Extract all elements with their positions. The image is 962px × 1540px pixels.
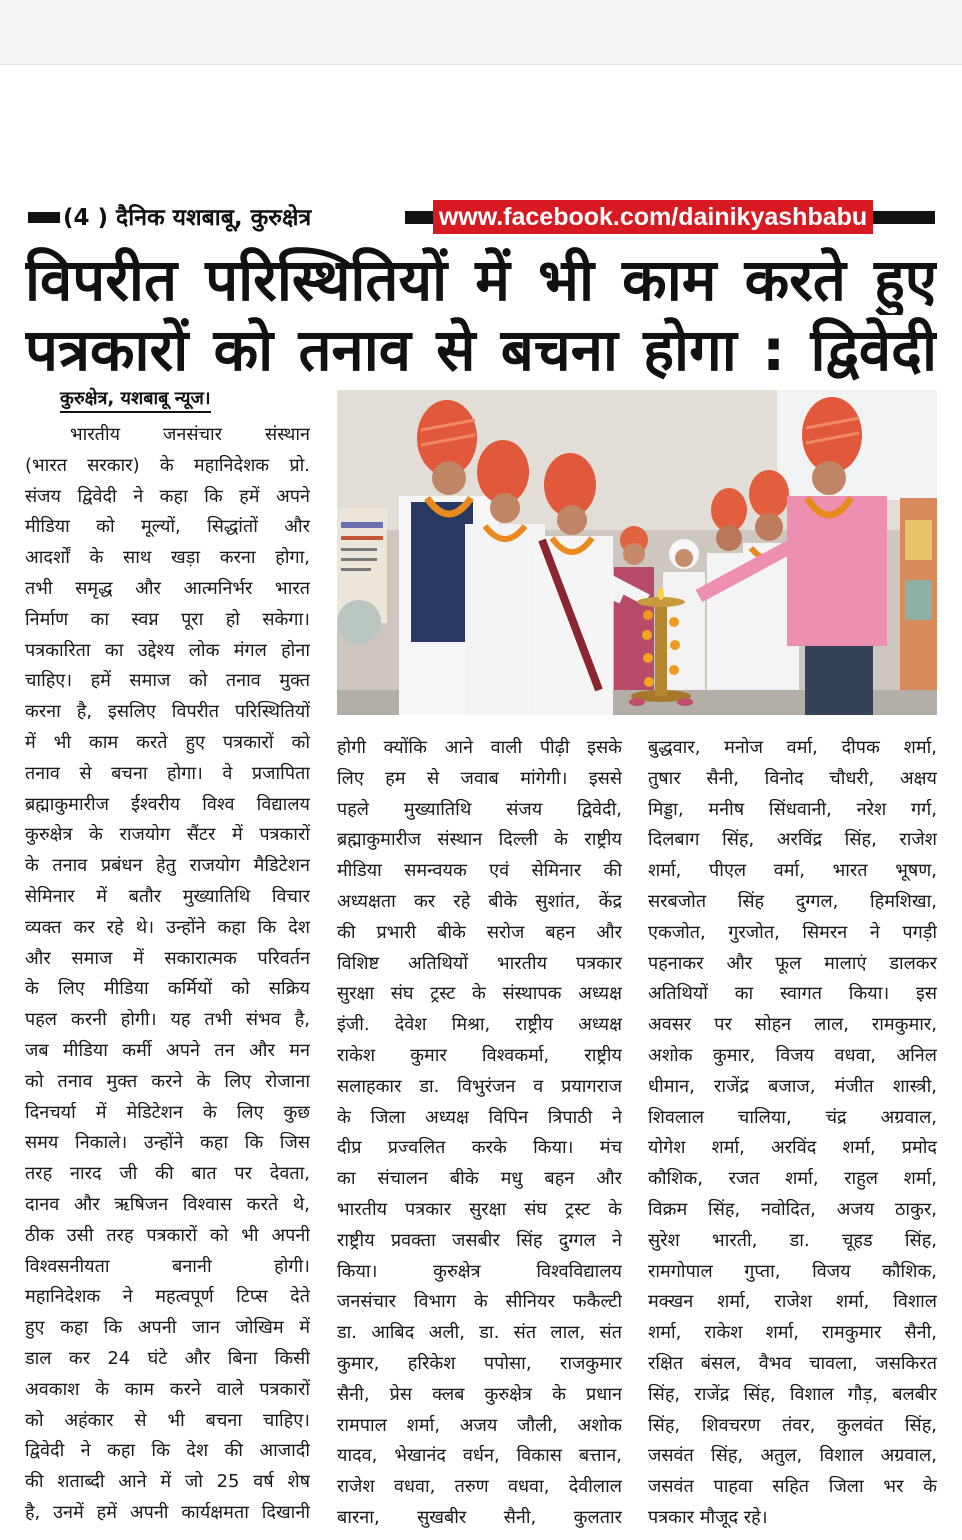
text-line: जब मीडिया कर्मी अपने तन और मन bbox=[25, 1039, 310, 1061]
byline: कुरुक्षेत्र, यशबाबू न्यूज। bbox=[60, 387, 211, 413]
text-line: मीडिया को मूल्यों, सिद्धांतों और bbox=[25, 516, 310, 538]
text-line: संजय द्विवेदी ने कहा कि हमें अपने bbox=[25, 485, 310, 507]
text-line: अवकाश के काम करने वाले पत्रकारों bbox=[25, 1378, 310, 1400]
text-line: मीडिया समन्वयक एवं सेमिनार की bbox=[337, 860, 622, 882]
text-line: रामपाल शर्मा, अजय जौली, अशोक bbox=[337, 1414, 622, 1436]
event-photo bbox=[337, 390, 937, 715]
text-line: रामगोपाल गुप्ता, विजय कौशिक, bbox=[648, 1260, 937, 1282]
text-line: विश्वसनीयता बनानी होगी। bbox=[25, 1255, 310, 1277]
text-line: जसवंत सिंह, अतुल, विशाल अग्रवाल, bbox=[648, 1445, 937, 1467]
text-line: दीप्र प्रज्वलित करके किया। मंच bbox=[337, 1137, 622, 1159]
text-line: ब्रह्माकुमारीज संस्थान दिल्ली के राष्ट्रीय bbox=[337, 829, 622, 851]
text-line: की शताब्दी आने में जो 25 वर्ष शेष bbox=[25, 1471, 310, 1493]
text-line: ब्रह्माकुमारीज ईश्वरीय विश्व विद्यालय bbox=[25, 793, 310, 815]
text-line: तुषार सैनी, विनोद चौधरी, अक्षय bbox=[648, 767, 937, 789]
headline-line-2: पत्रकारों को तनाव से बचना होगा : द्विवेदी bbox=[25, 316, 937, 384]
text-line: राजेश वधवा, तरुण वधवा, देवीलाल bbox=[337, 1476, 622, 1498]
text-line: की प्रभारी बीके सरोज बहन और bbox=[337, 921, 622, 943]
text-line: के जिला अध्यक्ष विपिन त्रिपाठी ने bbox=[337, 1106, 622, 1128]
text-line: और समाज में सकारात्मक परिवर्तन bbox=[25, 947, 310, 969]
text-line: को अहंकार से भी बचना चाहिए। bbox=[25, 1409, 310, 1431]
text-line: तनाव से बचना होगा। वे प्रजापिता bbox=[25, 762, 310, 784]
text-line: अतिथियों का स्वागत किया। इस bbox=[648, 983, 937, 1005]
text-line: एकजोत, गुरजोत, सिमरन ने पगड़ी bbox=[648, 921, 937, 943]
text-line: सैनी, प्रेस क्लब कुरुक्षेत्र के प्रधान bbox=[337, 1383, 622, 1405]
text-line: का संचालन बीके मधु बहन और bbox=[337, 1168, 622, 1190]
text-line: पत्रकारिता का उद्देश्य लोक मंगल होना bbox=[25, 639, 310, 661]
text-line: मक्खन शर्मा, राजेश शर्मा, विशाल bbox=[648, 1291, 937, 1313]
text-line: सिंह, शिवचरण तंवर, कुलवंत सिंह, bbox=[648, 1414, 937, 1436]
text-line: तभी समृद्ध और आत्मनिर्भर भारत bbox=[25, 577, 310, 599]
text-column-middle bbox=[337, 733, 622, 1534]
text-line: लिए हम से जवाब मांगेगी। इससे bbox=[337, 767, 622, 789]
text-line: समय निकाले। उन्होंने कहा कि जिस bbox=[25, 1132, 310, 1154]
text-line: दिलबाग सिंह, अरविंद्र सिंह, राजेश bbox=[648, 829, 937, 851]
text-line: अध्यक्षता कर रहे बीके सुशांत, केंद्र bbox=[337, 890, 622, 912]
text-line: इंजी. देवेश मिश्रा, राष्ट्रीय अध्यक्ष bbox=[337, 1014, 622, 1036]
header-dash bbox=[28, 212, 60, 223]
facebook-url-banner: www.facebook.com/dainikyashbabu bbox=[433, 200, 873, 234]
text-column-left bbox=[25, 420, 310, 1529]
text-line: सुरक्षा संघ ट्रस्ट के संस्थापक अध्यक्ष bbox=[337, 983, 622, 1005]
text-line: विक्रम सिंह, नवोदित, अजय ठाकुर, bbox=[648, 1198, 937, 1220]
text-line: पत्रकार मौजूद रहे। bbox=[648, 1506, 768, 1528]
text-line: जसवंत पाहवा सहित जिला भर के bbox=[648, 1476, 937, 1498]
page-label: (4 ) दैनिक यशबाबू, कुरुक्षेत्र bbox=[63, 205, 312, 231]
text-line: में भी काम करते हुए पत्रकारों को bbox=[25, 731, 310, 753]
text-line: डा. आबिद अली, डा. संत लाल, संत bbox=[337, 1322, 622, 1344]
text-line: के तनाव प्रबंधन हेतु राजयोग मैडिटेशन bbox=[25, 855, 310, 877]
text-line: रक्षित बंसल, वैभव चावला, जसकिरत bbox=[648, 1352, 937, 1374]
text-line: यादव, भेखानंद वर्धन, विकास बत्तान, bbox=[337, 1445, 622, 1467]
text-line: धीमान, राजेंद्र बजाज, मंजीत शास्त्री, bbox=[648, 1075, 937, 1097]
text-line: जनसंचार विभाग के सीनियर फकैल्टी bbox=[337, 1291, 622, 1313]
text-line: दानव और ऋषिजन विश्वास करते थे, bbox=[25, 1193, 310, 1215]
text-line: कौशिक, रजत शर्मा, राहुल शर्मा, bbox=[648, 1168, 937, 1190]
text-line: शिवलाल चालिया, चंद्र अग्रवाल, bbox=[648, 1106, 937, 1128]
text-line: राष्ट्रीय प्रवक्ता जसबीर सिंह दुग्गल ने bbox=[337, 1229, 622, 1251]
text-line: विशिष्ट अतिथियों भारतीय पत्रकार bbox=[337, 952, 622, 974]
text-line: सलाहकार डा. विभुरंजन व प्रयागराज bbox=[337, 1075, 622, 1097]
text-line: किया। कुरुक्षेत्र विश्वविद्यालय bbox=[337, 1260, 622, 1282]
text-line: के लिए मीडिया कर्मियों को सक्रिय bbox=[25, 978, 310, 1000]
top-band bbox=[0, 0, 962, 65]
text-line: हुए कहा कि अपनी जान जोखिम में bbox=[25, 1317, 310, 1339]
text-line: होगी क्योंकि आने वाली पीढ़ी इसके bbox=[337, 737, 622, 758]
text-line: पहल करनी होगी। यह तभी संभव है, bbox=[25, 1009, 310, 1031]
text-line: द्विवेदी ने कहा कि देश की आजादी bbox=[25, 1440, 310, 1462]
text-line: निर्माण का स्वप्न पूरा हो सकेगा। bbox=[25, 608, 310, 630]
text-line: करना है, इसलिए विपरीत परिस्थितियों bbox=[25, 701, 310, 723]
text-line: शर्मा, राकेश शर्मा, रामकुमार सैनी, bbox=[648, 1322, 937, 1344]
text-line: अवसर पर सोहन लाल, रामकुमार, bbox=[648, 1014, 937, 1036]
text-line: योगेश शर्मा, अरविंद शर्मा, प्रमोद bbox=[648, 1137, 937, 1159]
text-line: व्यक्त कर रहे थे। उन्होंने कहा कि देश bbox=[25, 916, 310, 938]
text-line: है, उनमें हमें अपनी कार्यक्षमता दिखानी bbox=[25, 1501, 310, 1523]
text-line: पहले मुख्यातिथि संजय द्विवेदी, bbox=[337, 798, 622, 820]
text-line: महानिदेशक ने महत्वपूर्ण टिप्स देते bbox=[25, 1286, 310, 1308]
text-line: सुरेश भारती, डा. चूहड सिंह, bbox=[648, 1229, 937, 1251]
text-line: भारतीय जनसंचार संस्थान bbox=[70, 424, 310, 445]
text-line: भारतीय पत्रकार सुरक्षा संघ ट्रस्ट के bbox=[337, 1198, 622, 1220]
text-line: कुरुक्षेत्र के राजयोग सैंटर में पत्रकारों bbox=[25, 824, 310, 846]
text-line: बुद्धवार, मनोज वर्मा, दीपक शर्मा, bbox=[648, 737, 937, 758]
text-line: तरह नारद जी की बात पर देवता, bbox=[25, 1163, 310, 1185]
text-line: सरबजोत सिंह दुग्गल, हिमशिखा, bbox=[648, 890, 937, 912]
text-column-right bbox=[648, 733, 937, 1534]
text-line: ठीक उसी तरह पत्रकारों को भी अपनी bbox=[25, 1224, 310, 1246]
text-line: सेमिनार में बतौर मुख्यातिथि विचार bbox=[25, 885, 310, 907]
text-line: आदर्शों के साथ खड़ा करना होगा, bbox=[25, 547, 310, 569]
text-line: को तनाव मुक्त करने के लिए रोजाना bbox=[25, 1070, 310, 1092]
text-line: अशोक कुमार, विजय वधवा, अनिल bbox=[648, 1044, 937, 1066]
text-line: दिनचर्या में मेडिटेशन के लिए कुछ bbox=[25, 1101, 310, 1123]
text-line: चाहिए। हमें समाज को तनाव मुक्त bbox=[25, 670, 310, 692]
text-line: सिंह, राजेंद्र सिंह, विशाल गौड़, बलबीर bbox=[648, 1383, 937, 1405]
headline-line-1: विपरीत परिस्थितियों में भी काम करते हुए bbox=[25, 246, 937, 314]
text-line: कुमार, हरिकेश पपोसा, राजकुमार bbox=[337, 1352, 622, 1374]
text-line: (भारत सरकार) के महानिदेशक प्रो. bbox=[25, 454, 310, 476]
text-line: बारना, सुखबीर सैनी, कुलतार bbox=[337, 1506, 622, 1528]
text-line: मिड्डा, मनीष सिंधवानी, नरेश गर्ग, bbox=[648, 798, 937, 820]
text-line: राकेश कुमार विश्वकर्मा, राष्ट्रीय bbox=[337, 1044, 622, 1066]
text-line: डाल कर 24 घंटे और बिना किसी bbox=[25, 1347, 310, 1369]
text-line: शर्मा, पीएल वर्मा, भारत भूषण, bbox=[648, 860, 937, 882]
text-line: पहनाकर और फूल मालाएं डालकर bbox=[648, 952, 937, 974]
